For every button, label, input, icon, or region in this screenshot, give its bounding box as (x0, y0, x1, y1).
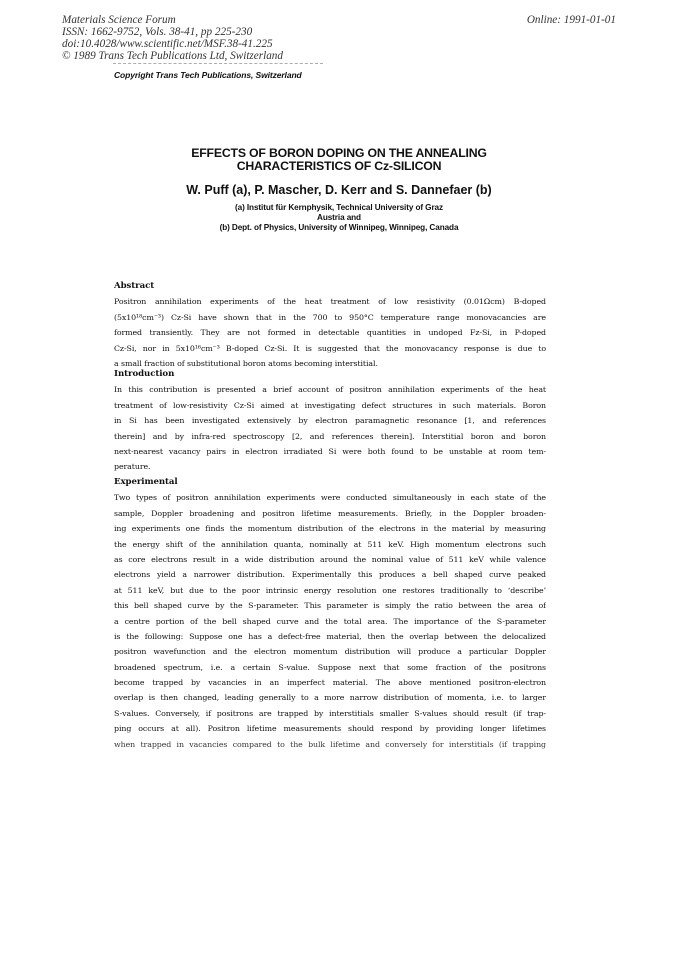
title-line-1: EFFECTS OF BORON DOPING ON THE ANNEALING (191, 146, 487, 160)
online-date: Online: 1991-01-01 (526, 14, 616, 26)
experimental-line: at 511 keV, but due to the poor intrinsic energy resolution one restores traditionally to ‘describe’ (114, 585, 546, 595)
introduction-heading: Introduction (114, 369, 175, 379)
experimental-line: the energy shift of the annihilation quanta, nominally at 511 keV. High momentum electrons such (114, 539, 546, 549)
abstract-heading: Abstract (114, 281, 155, 291)
affiliation-a: (a) Institut für Kernphysik, Technical University of Graz (235, 203, 443, 212)
affiliations (100, 203, 578, 233)
abstract-section (114, 279, 546, 371)
affiliation-b: (b) Dept. of Physics, University of Winnipeg, Winnipeg, Canada (219, 223, 459, 232)
experimental-line: positron wavefunction and the electron momentum distribution will produce a particular Doppler (114, 647, 546, 657)
introduction-line: In this contribution is presented a brief account of positron annihilation experiments of the heat (114, 385, 546, 395)
publisher-line: © 1989 Trans Tech Publications Ltd, Switzerland (62, 50, 283, 62)
journal-name: Materials Science Forum (62, 14, 176, 26)
experimental-line: when trapped in vacancies compared to the bulk lifetime and conversely for interstitials (if trapping (114, 739, 546, 749)
experimental-line: is the following: Suppose one has a defect-free material, then the overlap between the delocalized (114, 631, 546, 641)
abstract-line: (5x10¹⁸cm⁻³) Cz-Si have shown that in the 700 to 950°C temperature range monovacancies are (114, 312, 546, 322)
experimental-line: electrons yield a narrower distribution. Experimentally this produces a bell shaped curve peaked (114, 570, 546, 580)
doi-line: doi:10.4028/www.scientific.net/MSF.38-41.225 (62, 38, 273, 50)
introduction-line: in Si has been investigated extensively by electron paramagnetic resonance [1, and references (114, 416, 546, 426)
experimental-line: Two types of positron annihilation experiments were conducted simultaneously in each state of the (114, 493, 546, 503)
experimental-heading: Experimental (114, 477, 178, 487)
affiliation-a-country: Austria and (317, 213, 361, 222)
experimental-line: ing experiments one finds the momentum distribution of the electrons in the material by measuring (114, 524, 546, 534)
copyright-notice: Copyright Trans Tech Publications, Switzerland (114, 70, 302, 80)
cropped-header-remnant (113, 63, 323, 67)
experimental-section (114, 475, 546, 752)
introduction-line: next-nearest vacancy pairs in electron irradiated Si were both found to be unstable at room tem- (114, 446, 546, 456)
issn-line: ISSN: 1662-9752, Vols. 38-41, pp 225-230 (62, 26, 253, 38)
abstract-line: formed transiently. They are not formed in detectable quantities in undoped Fz-Si, in P-doped (114, 328, 546, 338)
experimental-line: a centre portion of the bell shaped curve and the total area. The importance of the S-parameter (114, 616, 546, 626)
abstract-line: Positron annihilation experiments of the heat treatment of low resistivity (0.01Ωcm) B-doped (114, 297, 546, 307)
author-list: W. Puff (a), P. Mascher, D. Kerr and S. Dannefaer (b) (186, 183, 492, 197)
abstract-line: Cz-Si, nor in 5x10¹⁶cm⁻³ B-doped Cz-Si. It is suggested that the monovacancy response is due to (114, 343, 546, 353)
experimental-line: broadened spectrum, i.e. a certain S-value. Suppose next that some fraction of the positrons (114, 662, 546, 672)
experimental-line: become trapped by vacancies in an imperfect material. The above mentioned positron-electron (114, 678, 546, 688)
experimental-line: S-values. Conversely, if positrons are trapped by interstitials smaller S-values should result (if trap- (114, 708, 546, 718)
experimental-line: this bell shaped curve by the S-parameter. This parameter is simply the ratio between the area of (114, 601, 546, 611)
introduction-line: therein] and by infra-red spectroscopy [2, and references therein]. Interstitial boron and boron (114, 431, 546, 441)
introduction-section (114, 367, 546, 475)
experimental-line: ping occurs at all). Positron lifetime measurements should respond by providing longer lifetimes (114, 724, 546, 734)
introduction-line: treatment of low-resistivity Cz-Si aimed at investigating defect structures in such materials. Boron (114, 400, 546, 410)
experimental-line: sample, Doppler broadening and positron lifetime measurements. Briefly, in the Doppler broaden- (114, 508, 546, 518)
title-line-2: CHARACTERISTICS OF Cz-SILICON (236, 159, 442, 173)
paper-title (100, 147, 578, 173)
introduction-line: perature. (114, 462, 151, 472)
experimental-line: overlap is then changed, leading generally to a more narrow distribution of momenta, i.e. to larger (114, 693, 546, 703)
experimental-line: as core electrons result in a wide distribution around the nominal value of 511 keV while valence (114, 554, 546, 564)
abstract-line: a small fraction of substitutional boron atoms becoming interstitial. (114, 358, 378, 368)
